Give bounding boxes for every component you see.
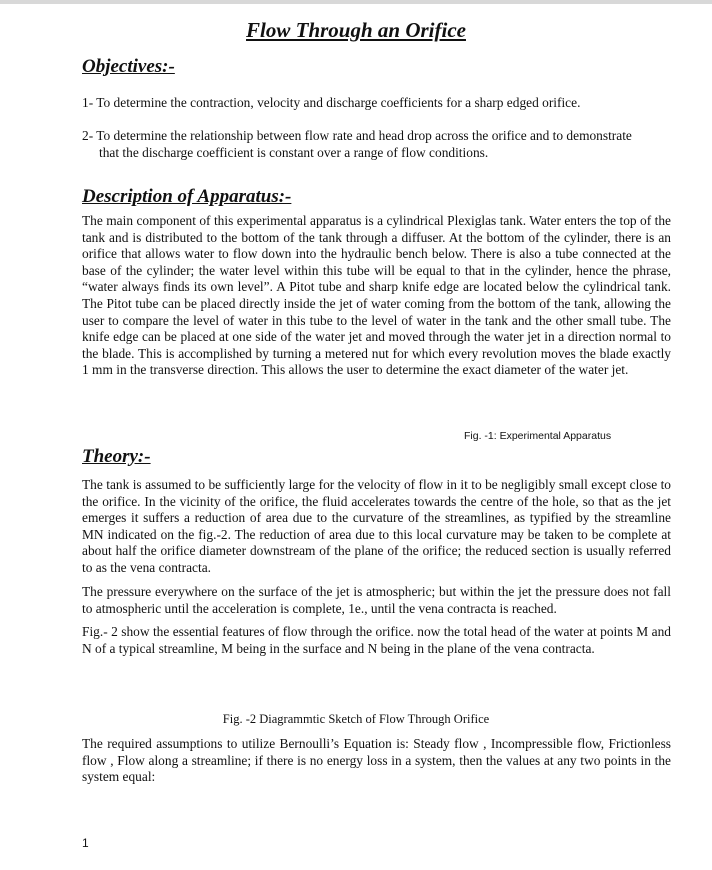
theory-paragraph-3: Fig.- 2 show the essential features of flow through the orifice. now the total head of the water at points M and N of a typical streamline, M being in the surface and N being in the plane of the vena contracta.: [82, 624, 671, 656]
apparatus-paragraph: The main component of this experimental apparatus is a cylindrical Plexiglas tank. Water enters the top of the tank and is distributed to the bottom of the tank through a diffuser. At the bottom of the cylinder, there is an orifice that allows water to flow down into the hydraulic bench below. There is also a tube connected at the base of the cylinder; the water level within this tube will be equal to that in the cylinder, hence the phrase, “water always finds its own level”. A Pitot tube and sharp knife edge are located below the cylindrical tank. The Pitot tube can be placed directly inside the jet of water coming from the bottom of the tank, allowing the user to compare the level of water in this tube to the level of water in the tank and the other small tube. The knife edge can be placed at one side of the water jet and moved through the water jet in a direction normal to the blade. This is accomplished by turning a metered nut for which every revolution moves the blade exactly 1 mm in the transverse direction. This allows the user to determine the exact diameter of the water jet.: [82, 213, 671, 378]
bernoulli-assumptions-paragraph: The required assumptions to utilize Bernoulli’s Equation is: Steady flow , Incompressible flow, Frictionless flow , Flow along a streamline; if there is no energy loss in a system, then the values at any two points in the system equal:: [82, 736, 671, 785]
objective-text: To determine the contraction, velocity and discharge coefficients for a sharp edged orifice.: [96, 95, 581, 110]
figure-1-caption: Fig. -1: Experimental Apparatus: [464, 430, 612, 442]
apparatus-heading: Description of Apparatus:-: [82, 186, 292, 207]
objective-text-continued: that the discharge coefficient is constant over a range of flow conditions.: [99, 145, 489, 160]
objective-number: 1-: [82, 95, 94, 110]
page-number: 1: [82, 836, 89, 850]
theory-paragraph-2: The pressure everywhere on the surface of the jet is atmospheric; but within the jet the pressure does not fall to atmospheric until the acceleration is complete, 1e., until the vena contracta is reached.: [82, 584, 671, 616]
objectives-heading: Objectives:-: [82, 56, 175, 77]
figure-2-caption: Fig. -2 Diagrammtic Sketch of Flow Through Orifice: [222, 712, 490, 726]
objective-item-1: [82, 94, 671, 111]
objective-number: 2-: [82, 128, 94, 143]
objective-item-2: [82, 127, 671, 161]
theory-paragraph-1: The tank is assumed to be sufficiently large for the velocity of flow in it to be negligibly small except close to the orifice. In the vicinity of the orifice, the fluid accelerates towards the centre of the hole, so that as the jet emerges it suffers a reduction of area due to the curvature of the streamlines, as typified by the streamline MN indicated on the fig.-2. The reduction of area due to this local curvature may be taken to be complete at about half the orifice diameter downstream of the plane of the orifice; the reduced section is usually referred to as the vena contracta.: [82, 477, 671, 575]
top-border-line: [0, 0, 712, 4]
objective-text: To determine the relationship between flow rate and head drop across the orifice and to demonstrate: [96, 128, 632, 143]
theory-heading: Theory:-: [82, 446, 151, 467]
page-title: Flow Through an Orifice: [246, 18, 466, 42]
